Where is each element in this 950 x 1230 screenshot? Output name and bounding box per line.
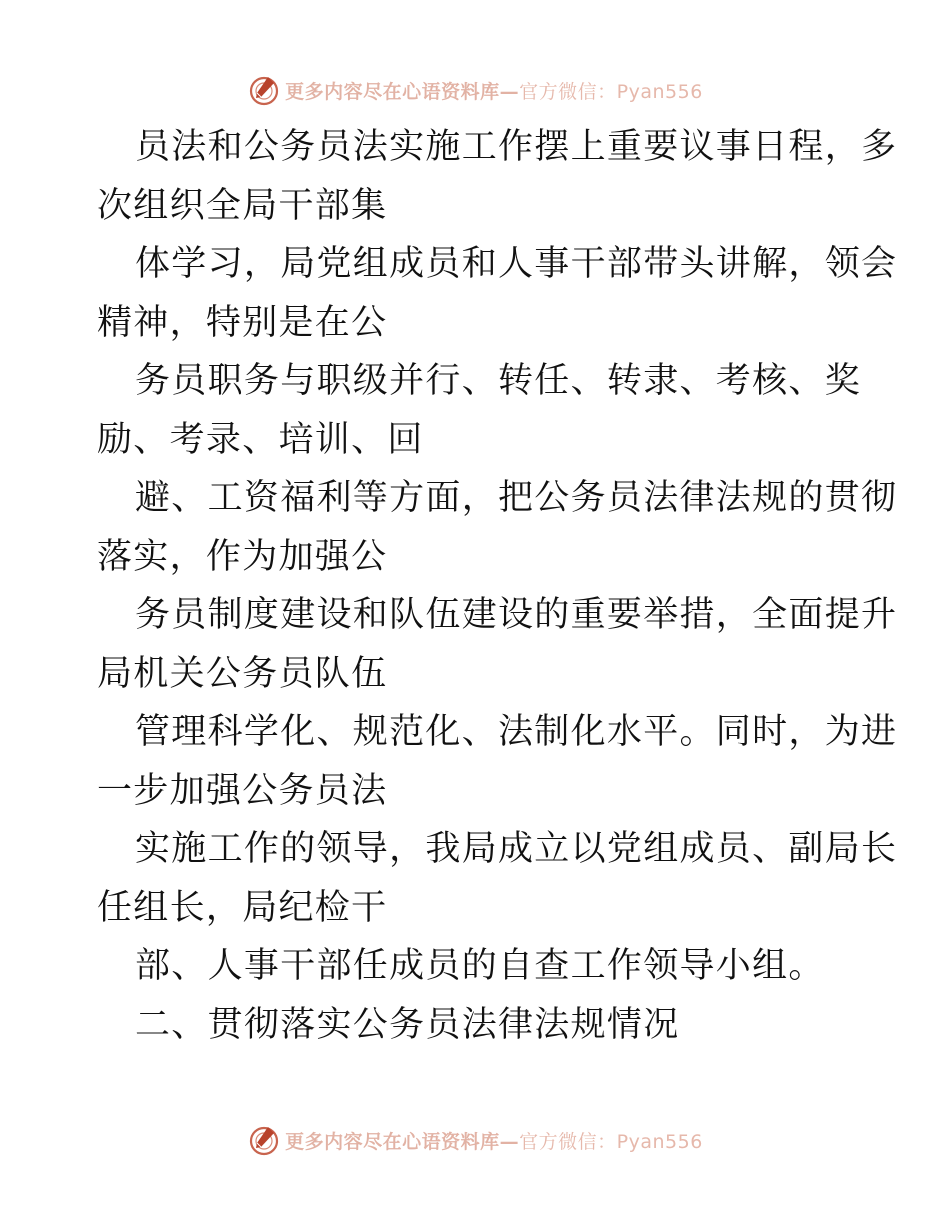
header-banner [0,70,950,110]
paragraph-line: 二、贯彻落实公务员法律法规情况 [135,1004,680,1045]
paragraph-line: 精神，特别是在公 [97,302,388,343]
pen-circle-logo-icon [247,1123,281,1157]
paragraph-line: 局机关公务员队伍 [97,653,388,694]
document-body [97,118,898,1054]
paragraph-line: 励、考录、培训、回 [97,419,424,460]
footer-banner [0,1120,950,1160]
pen-circle-logo-icon [247,73,281,107]
paragraph-line: 一步加强公务员法 [97,770,388,811]
paragraph-line: 务员制度建设和队伍建设的重要举措，全面提升 [135,595,898,635]
paragraph-line: 员法和公务员法实施工作摆上重要议事日程，多 [135,127,898,167]
paragraph-line: 管理科学化、规范化、法制化水平。同时，为进 [135,712,898,752]
paragraph-line: 务员职务与职级并行、转任、转隶、考核、奖 [135,361,862,401]
header-banner-title: 更多内容尽在心语资料库— [285,80,520,103]
paragraph-line: 任组长，局纪检干 [97,887,388,928]
footer-banner-title: 更多内容尽在心语资料库— [285,1130,520,1153]
header-banner-wechat: 官方微信：Pyan556 [519,80,703,103]
paragraph-line: 落实，作为加强公 [97,536,388,577]
paragraph-line: 实施工作的领导，我局成立以党组成员、副局长 [135,829,898,869]
paragraph-line: 体学习，局党组成员和人事干部带头讲解，领会 [135,244,898,284]
paragraph-line: 次组织全局干部集 [97,185,388,226]
paragraph-line: 部、人事干部任成员的自查工作领导小组。 [135,946,825,986]
footer-banner-wechat: 官方微信：Pyan556 [519,1130,703,1153]
paragraph-line: 避、工资福利等方面，把公务员法律法规的贯彻 [135,478,898,518]
